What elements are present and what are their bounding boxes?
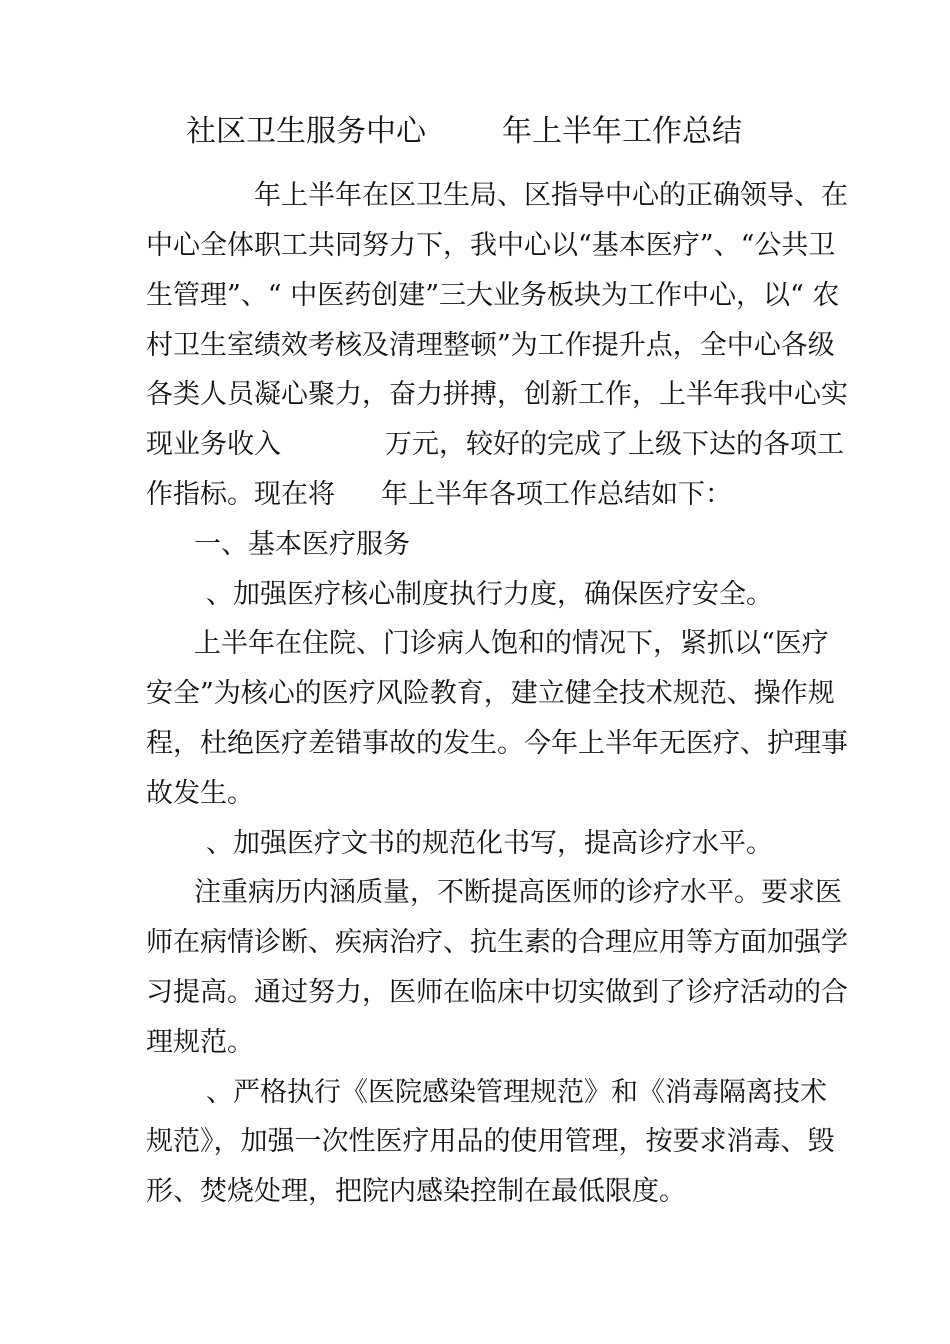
paragraph-line: 故发生。: [146, 778, 254, 809]
paragraph-line: 师在病情诊断、疾病治疗、抗生素的合理应用等方面加强学: [146, 927, 848, 958]
document-title: [186, 108, 742, 156]
paragraph-line: [146, 427, 844, 463]
paragraph-line: [146, 477, 816, 513]
title-part-1: 社区卫生服务中心: [186, 114, 426, 149]
paragraph-line: 注重病历内涵质量，不断提高医师的诊疗水平。要求医: [194, 877, 842, 908]
line-segment: 作指标。现在将: [146, 479, 335, 510]
paragraph-line: 村卫生室绩效考核及清理整顿”为工作提升点，全中心各级: [146, 330, 835, 361]
paragraph-line: 形、焚烧处理，把院内感染控制在最低限度。: [146, 1176, 686, 1207]
paragraph-line: 各类人员凝心聚力，奋力拼搏，创新工作，上半年我中心实: [146, 379, 848, 410]
subsection-heading: 、严格执行《医院感染管理规范》和《消毒隔离技术: [206, 1077, 827, 1108]
paragraph-line: 生管理”、“ 中医药创建”三大业务板块为工作中心，以“ 农: [146, 280, 840, 311]
paragraph-line: 理规范。: [146, 1027, 254, 1058]
title-part-2: 年上半年工作总结: [502, 114, 742, 149]
paragraph-line: 中心全体职工共同努力下，我中心以“基本医疗”、“公共卫: [146, 230, 836, 261]
line-segment: 万元，较好的完成了上级下达的各项工: [385, 429, 844, 460]
paragraph-line: 规范》，加强一次性医疗用品的使用管理，按要求消毒、毁: [146, 1126, 835, 1157]
paragraph-line: 程，杜绝医疗差错事故的发生。今年上半年无医疗、护理事: [146, 728, 848, 759]
section-heading: 一、基本医疗服务: [194, 529, 410, 560]
paragraph-line: 年上半年在区卫生局、区指导中心的正确领导、在: [254, 180, 848, 211]
paragraph-line: 安全”为核心的医疗风险教育，建立健全技术规范、操作规: [146, 678, 835, 709]
subsection-heading: 、加强医疗文书的规范化书写，提高诊疗水平。: [206, 828, 773, 859]
paragraph-line: 习提高。通过努力，医师在临床中切实做到了诊疗活动的合: [146, 977, 848, 1008]
line-segment: 年上半年各项工作总结如下：: [381, 479, 732, 510]
paragraph-line: 上半年在住院、门诊病人饱和的情况下，紧抓以“医疗: [194, 628, 829, 659]
line-segment: 现业务收入: [146, 429, 281, 460]
subsection-heading: 、加强医疗核心制度执行力度，确保医疗安全。: [206, 579, 773, 610]
